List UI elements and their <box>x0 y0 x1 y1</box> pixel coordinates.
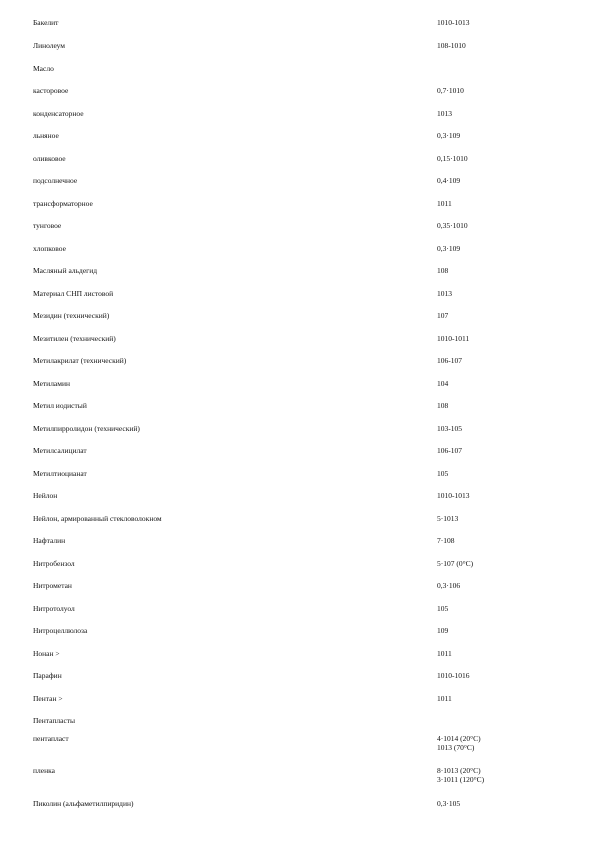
resistivity-value <box>437 559 473 568</box>
material-name: Пентапласты <box>33 716 76 725</box>
material-name: оливковое <box>33 154 66 163</box>
value-line: 0,3·106 <box>437 581 461 590</box>
resistivity-value <box>437 536 455 545</box>
material-name: Линолеум <box>33 41 66 50</box>
resistivity-value <box>437 289 452 298</box>
value-line: 1010-1013 <box>437 491 470 500</box>
resistivity-value <box>437 446 462 455</box>
resistivity-value <box>437 176 460 185</box>
material-name: Нитротолуол <box>33 604 75 613</box>
resistivity-value <box>437 379 448 388</box>
value-line: 108-1010 <box>437 41 466 50</box>
resistivity-value <box>437 311 448 320</box>
material-name: Пиколин (альфаметилпиридин) <box>33 799 134 808</box>
value-line: 1013 <box>437 109 452 118</box>
material-name: конденсаторное <box>33 109 84 118</box>
value-line: 0,3·109 <box>437 131 461 140</box>
resistivity-value <box>437 581 460 590</box>
value-line: 106-107 <box>437 356 462 365</box>
material-name: Масло <box>33 64 54 73</box>
resistivity-value <box>437 469 448 478</box>
value-line: 105 <box>437 604 449 613</box>
material-name: касторовое <box>33 86 69 95</box>
resistivity-value <box>437 491 470 500</box>
value-line: 3·1011 (120°C) <box>437 775 485 784</box>
material-name: пентапласт <box>33 734 69 743</box>
resistivity-value <box>437 131 460 140</box>
resistivity-value <box>437 221 468 230</box>
value-line: 5·1013 <box>437 514 459 523</box>
resistivity-value <box>437 41 466 50</box>
resistivity-value <box>437 401 448 410</box>
resistivity-value <box>437 424 462 433</box>
material-name: тунговое <box>33 221 62 230</box>
material-name: Пентан > <box>33 694 63 703</box>
material-name: Бакелит <box>33 18 59 27</box>
value-line: 1010-1016 <box>437 671 470 680</box>
material-name: Метилсалицилат <box>33 446 87 455</box>
value-line: 105 <box>437 469 449 478</box>
value-line: 1013 <box>437 289 452 298</box>
material-name: Нитрометан <box>33 581 72 590</box>
value-line: 106-107 <box>437 446 462 455</box>
material-name: хлопковое <box>33 244 66 253</box>
resistivity-value <box>437 671 470 680</box>
value-line: 109 <box>437 626 449 635</box>
material-name: подсолнечное <box>33 176 78 185</box>
material-name: Нитроцеллюлоза <box>33 626 88 635</box>
resistivity-value <box>437 334 469 343</box>
resistivity-value <box>437 626 448 635</box>
material-name: Метилпирролидон (технический) <box>33 424 140 433</box>
value-line: 5·107 (0°C) <box>437 559 474 568</box>
material-name: Нитробензол <box>33 559 75 568</box>
material-name: Нейлон, армированный стекловолокном <box>33 514 162 523</box>
material-name: Метилтиоцианат <box>33 469 87 478</box>
material-name: Мезидин (технический) <box>33 311 110 320</box>
material-name: Масляный альдегид <box>33 266 98 275</box>
resistivity-value <box>437 514 458 523</box>
resistivity-value <box>437 694 452 703</box>
material-name: Нейлон <box>33 491 58 500</box>
value-line: 1011 <box>437 199 452 208</box>
value-line: 108 <box>437 266 449 275</box>
value-line: 1010-1013 <box>437 18 470 27</box>
material-name: Парафин <box>33 671 62 680</box>
resistivity-value <box>437 799 460 808</box>
value-line: 0,3·109 <box>437 244 461 253</box>
material-name: Материал СНП листовой <box>33 289 114 298</box>
material-name: пленка <box>33 766 55 775</box>
material-name: Метиламин <box>33 379 71 388</box>
value-line: 0,4·109 <box>437 176 461 185</box>
resistivity-value <box>437 154 468 163</box>
resistivity-value <box>437 86 464 95</box>
resistivity-value <box>437 109 452 118</box>
resistivity-value <box>437 18 470 27</box>
value-line: 108 <box>437 401 449 410</box>
value-line: 0,3·105 <box>437 799 461 808</box>
resistivity-value <box>437 649 452 658</box>
resistivity-value <box>437 356 462 365</box>
material-name: Нонан > <box>33 649 60 658</box>
value-line: 0,7·1010 <box>437 86 464 95</box>
value-line: 104 <box>437 379 449 388</box>
value-line: 0,35·1010 <box>437 221 468 230</box>
value-line: 1013 (70°C) <box>437 743 475 752</box>
value-line: 1011 <box>437 649 452 658</box>
resistivity-value <box>437 734 481 752</box>
material-name: льняное <box>33 131 59 140</box>
value-line: 4·1014 (20°C) <box>437 734 481 743</box>
material-name: Метилакрилат (технический) <box>33 356 127 365</box>
material-name: трансформаторное <box>33 199 93 208</box>
resistivity-value <box>437 244 460 253</box>
resistivity-value <box>437 766 484 784</box>
value-line: 8·1013 (20°C) <box>437 766 481 775</box>
resistivity-value <box>437 604 448 613</box>
value-line: 107 <box>437 311 449 320</box>
value-line: 1010-1011 <box>437 334 470 343</box>
resistivity-value <box>437 199 452 208</box>
value-line: 1011 <box>437 694 452 703</box>
material-name: Метил иодистый <box>33 401 87 410</box>
resistivity-value <box>437 266 448 275</box>
value-line: 7·108 <box>437 536 455 545</box>
value-line: 103-105 <box>437 424 462 433</box>
material-name: Нафталин <box>33 536 66 545</box>
material-name: Мезитилен (технический) <box>33 334 116 343</box>
value-line: 0,15·1010 <box>437 154 468 163</box>
